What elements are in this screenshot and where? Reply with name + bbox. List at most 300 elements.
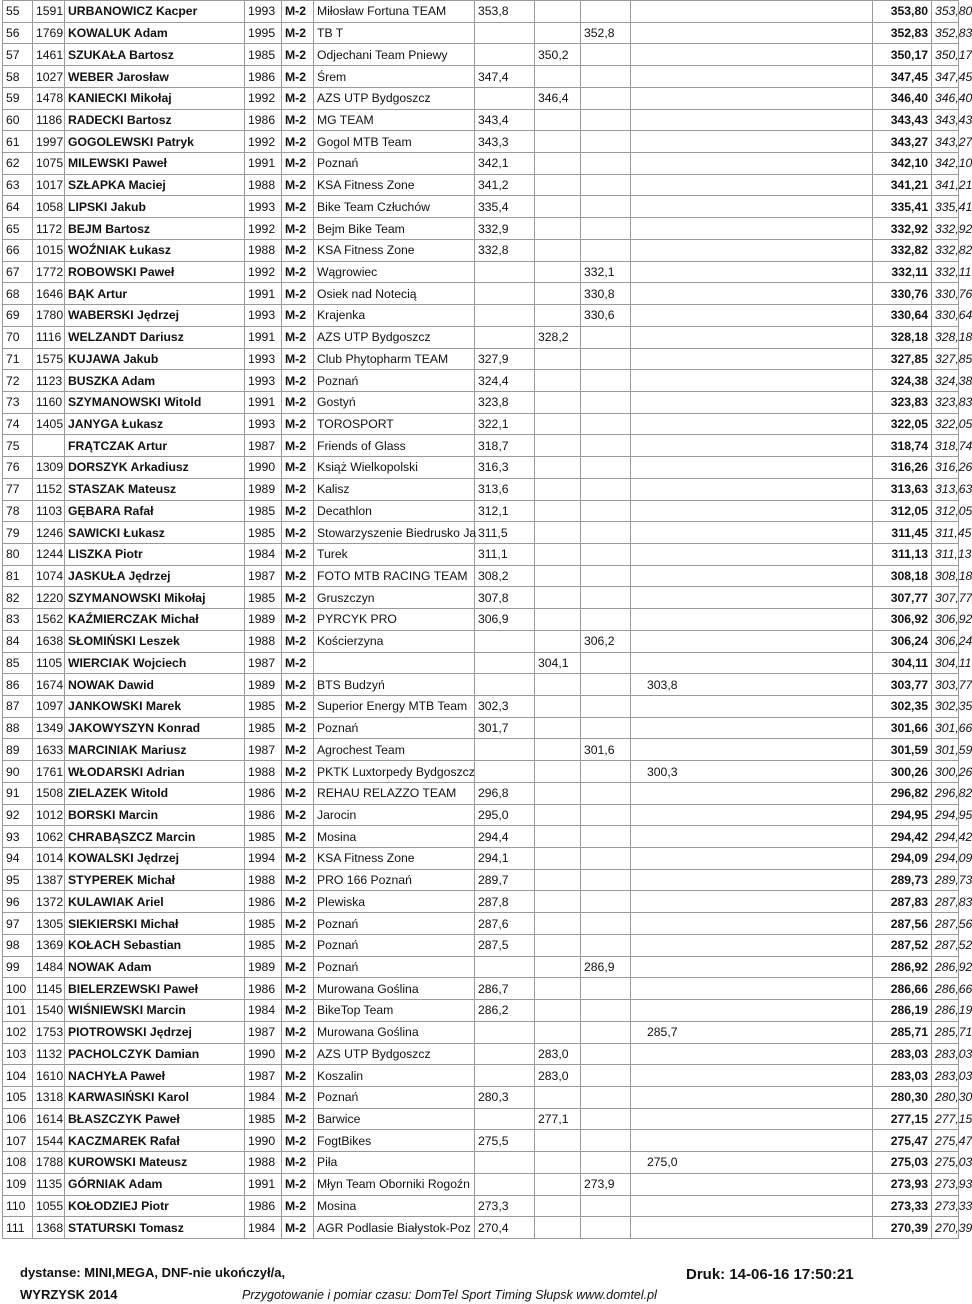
stage-1-cell: 275,5 bbox=[475, 1130, 535, 1152]
birth-year-cell: 1990 bbox=[245, 457, 282, 479]
sum-points-cell: 301,66 bbox=[873, 717, 932, 739]
stage-1-cell: 347,4 bbox=[475, 66, 535, 88]
position-cell: 95 bbox=[3, 869, 33, 891]
club-cell: Wągrowiec bbox=[314, 261, 475, 283]
club-cell: Książ Wielkopolski bbox=[314, 457, 475, 479]
club-cell: Poznań bbox=[314, 370, 475, 392]
table-row bbox=[3, 1086, 959, 1108]
category-cell: M-2 bbox=[282, 934, 314, 956]
position-cell: 57 bbox=[3, 44, 33, 66]
stage-2-cell bbox=[535, 196, 581, 218]
sum-points-cell: 286,66 bbox=[873, 978, 932, 1000]
club-cell: Murowana Goślina bbox=[314, 978, 475, 1000]
category-cell: M-2 bbox=[282, 674, 314, 696]
birth-year-cell: 1988 bbox=[245, 174, 282, 196]
category-cell: M-2 bbox=[282, 1043, 314, 1065]
table-row bbox=[3, 326, 959, 348]
position-cell: 96 bbox=[3, 891, 33, 913]
category-cell: M-2 bbox=[282, 261, 314, 283]
category-cell: M-2 bbox=[282, 457, 314, 479]
start-number-cell: 1220 bbox=[33, 587, 65, 609]
category-cell: M-2 bbox=[282, 1130, 314, 1152]
stage-3-cell bbox=[581, 478, 631, 500]
table-row bbox=[3, 500, 959, 522]
start-number-cell: 1761 bbox=[33, 761, 65, 783]
stage-2-cell bbox=[535, 1152, 581, 1174]
total-points-cell: 311,45 bbox=[932, 522, 959, 544]
competitor-name-cell: RADECKI Bartosz bbox=[65, 109, 245, 131]
club-cell: Murowana Goślina bbox=[314, 1021, 475, 1043]
stage-1-cell: 287,6 bbox=[475, 913, 535, 935]
stage-3-cell bbox=[581, 1195, 631, 1217]
stage-3-cell bbox=[581, 109, 631, 131]
total-points-cell: 289,73 bbox=[932, 869, 959, 891]
stage-3-cell bbox=[581, 1108, 631, 1130]
position-cell: 61 bbox=[3, 131, 33, 153]
stage-2-cell bbox=[535, 826, 581, 848]
total-points-cell: 287,56 bbox=[932, 913, 959, 935]
category-cell: M-2 bbox=[282, 804, 314, 826]
competitor-name-cell: NOWAK Adam bbox=[65, 956, 245, 978]
position-cell: 91 bbox=[3, 782, 33, 804]
stage-2-cell bbox=[535, 565, 581, 587]
competitor-name-cell: JANYGA Łukasz bbox=[65, 413, 245, 435]
total-points-cell: 294,09 bbox=[932, 848, 959, 870]
stage-3-cell bbox=[581, 1000, 631, 1022]
table-row bbox=[3, 109, 959, 131]
position-cell: 101 bbox=[3, 1000, 33, 1022]
competitor-name-cell: KOŁACH Sebastian bbox=[65, 934, 245, 956]
birth-year-cell: 1985 bbox=[245, 934, 282, 956]
stage-1-cell bbox=[475, 761, 535, 783]
table-row bbox=[3, 934, 959, 956]
stage-1-cell bbox=[475, 652, 535, 674]
sum-points-cell: 343,43 bbox=[873, 109, 932, 131]
stage-1-cell: 287,8 bbox=[475, 891, 535, 913]
sum-points-cell: 332,11 bbox=[873, 261, 932, 283]
table-row bbox=[3, 522, 959, 544]
start-number-cell: 1017 bbox=[33, 174, 65, 196]
competitor-name-cell: MARCINIAK Mariusz bbox=[65, 739, 245, 761]
stage-3-cell bbox=[581, 1, 631, 23]
stage-3-cell bbox=[581, 239, 631, 261]
table-row bbox=[3, 66, 959, 88]
competitor-name-cell: JASKUŁA Jędrzej bbox=[65, 565, 245, 587]
table-row bbox=[3, 391, 959, 413]
sum-points-cell: 287,83 bbox=[873, 891, 932, 913]
sum-points-cell: 294,42 bbox=[873, 826, 932, 848]
stage-2-cell: 350,2 bbox=[535, 44, 581, 66]
sum-points-cell: 330,76 bbox=[873, 283, 932, 305]
competitor-name-cell: STASZAK Mateusz bbox=[65, 478, 245, 500]
total-points-cell: 341,21 bbox=[932, 174, 959, 196]
stage-2-cell: 283,0 bbox=[535, 1043, 581, 1065]
stage-1-cell: 335,4 bbox=[475, 196, 535, 218]
position-cell: 71 bbox=[3, 348, 33, 370]
table-row bbox=[3, 435, 959, 457]
birth-year-cell: 1989 bbox=[245, 956, 282, 978]
total-points-cell: 275,03 bbox=[932, 1152, 959, 1174]
start-number-cell: 1074 bbox=[33, 565, 65, 587]
stage-3-cell bbox=[581, 587, 631, 609]
sum-points-cell: 280,30 bbox=[873, 1086, 932, 1108]
category-cell: M-2 bbox=[282, 1152, 314, 1174]
category-cell: M-2 bbox=[282, 565, 314, 587]
stage-4-cell bbox=[631, 391, 873, 413]
position-cell: 106 bbox=[3, 1108, 33, 1130]
stage-2-cell bbox=[535, 804, 581, 826]
total-points-cell: 312,05 bbox=[932, 500, 959, 522]
category-cell: M-2 bbox=[282, 218, 314, 240]
stage-4-cell: 300,3 bbox=[631, 761, 873, 783]
stage-2-cell bbox=[535, 1086, 581, 1108]
stage-2-cell bbox=[535, 761, 581, 783]
position-cell: 80 bbox=[3, 543, 33, 565]
club-cell: KSA Fitness Zone bbox=[314, 848, 475, 870]
stage-3-cell bbox=[581, 500, 631, 522]
start-number-cell: 1246 bbox=[33, 522, 65, 544]
stage-1-cell: 323,8 bbox=[475, 391, 535, 413]
start-number-cell: 1027 bbox=[33, 66, 65, 88]
club-cell: Kościerzyna bbox=[314, 630, 475, 652]
stage-4-cell bbox=[631, 22, 873, 44]
stage-3-cell bbox=[581, 66, 631, 88]
stage-4-cell bbox=[631, 522, 873, 544]
sum-points-cell: 286,19 bbox=[873, 1000, 932, 1022]
competitor-name-cell: KOWALUK Adam bbox=[65, 22, 245, 44]
club-cell: PYRCYK PRO bbox=[314, 609, 475, 631]
club-cell: AGR Podlasie Białystok-Poz bbox=[314, 1217, 475, 1239]
table-row bbox=[3, 913, 959, 935]
sum-points-cell: 306,24 bbox=[873, 630, 932, 652]
stage-4-cell bbox=[631, 87, 873, 109]
sum-points-cell: 341,21 bbox=[873, 174, 932, 196]
sum-points-cell: 332,92 bbox=[873, 218, 932, 240]
stage-1-cell: 286,7 bbox=[475, 978, 535, 1000]
birth-year-cell: 1985 bbox=[245, 587, 282, 609]
position-cell: 104 bbox=[3, 1065, 33, 1087]
club-cell: PKTK Luxtorpedy Bydgoszcz bbox=[314, 761, 475, 783]
total-points-cell: 283,03 bbox=[932, 1043, 959, 1065]
sum-points-cell: 316,26 bbox=[873, 457, 932, 479]
table-row bbox=[3, 848, 959, 870]
start-number-cell: 1309 bbox=[33, 457, 65, 479]
club-cell: Poznań bbox=[314, 717, 475, 739]
stage-2-cell bbox=[535, 696, 581, 718]
table-row bbox=[3, 782, 959, 804]
position-cell: 109 bbox=[3, 1173, 33, 1195]
total-points-cell: 270,39 bbox=[932, 1217, 959, 1239]
club-cell: Gruszczyn bbox=[314, 587, 475, 609]
stage-2-cell bbox=[535, 1195, 581, 1217]
total-points-cell: 273,93 bbox=[932, 1173, 959, 1195]
stage-2-cell bbox=[535, 869, 581, 891]
stage-4-cell bbox=[631, 66, 873, 88]
stage-1-cell: 332,8 bbox=[475, 239, 535, 261]
table-row bbox=[3, 674, 959, 696]
club-cell: Agrochest Team bbox=[314, 739, 475, 761]
stage-1-cell bbox=[475, 1021, 535, 1043]
club-cell: Mosina bbox=[314, 1195, 475, 1217]
club-cell: Osiek nad Notecią bbox=[314, 283, 475, 305]
stage-3-cell bbox=[581, 326, 631, 348]
club-cell: Poznań bbox=[314, 1086, 475, 1108]
stage-4-cell bbox=[631, 109, 873, 131]
total-points-cell: 332,92 bbox=[932, 218, 959, 240]
stage-1-cell: 342,1 bbox=[475, 153, 535, 175]
position-cell: 64 bbox=[3, 196, 33, 218]
stage-1-cell bbox=[475, 87, 535, 109]
category-cell: M-2 bbox=[282, 826, 314, 848]
total-points-cell: 343,27 bbox=[932, 131, 959, 153]
sum-points-cell: 311,13 bbox=[873, 543, 932, 565]
footer-distances: dystanse: MINI,MEGA, DNF-nie ukończył/a, bbox=[20, 1265, 286, 1280]
competitor-name-cell: KACZMAREK Rafał bbox=[65, 1130, 245, 1152]
position-cell: 72 bbox=[3, 370, 33, 392]
category-cell: M-2 bbox=[282, 739, 314, 761]
stage-2-cell bbox=[535, 782, 581, 804]
stage-3-cell bbox=[581, 717, 631, 739]
sum-points-cell: 308,18 bbox=[873, 565, 932, 587]
total-points-cell: 330,64 bbox=[932, 305, 959, 327]
stage-2-cell bbox=[535, 413, 581, 435]
start-number-cell: 1387 bbox=[33, 869, 65, 891]
stage-3-cell bbox=[581, 869, 631, 891]
table-row bbox=[3, 717, 959, 739]
stage-3-cell bbox=[581, 804, 631, 826]
stage-2-cell bbox=[535, 978, 581, 1000]
stage-4-cell bbox=[631, 956, 873, 978]
start-number-cell: 1646 bbox=[33, 283, 65, 305]
sum-points-cell: 273,93 bbox=[873, 1173, 932, 1195]
birth-year-cell: 1990 bbox=[245, 1130, 282, 1152]
club-cell: Poznań bbox=[314, 934, 475, 956]
start-number-cell: 1405 bbox=[33, 413, 65, 435]
position-cell: 74 bbox=[3, 413, 33, 435]
stage-4-cell bbox=[631, 261, 873, 283]
stage-4-cell bbox=[631, 44, 873, 66]
stage-3-cell bbox=[581, 609, 631, 631]
stage-1-cell: 322,1 bbox=[475, 413, 535, 435]
club-cell: Bejm Bike Team bbox=[314, 218, 475, 240]
stage-4-cell bbox=[631, 457, 873, 479]
table-row bbox=[3, 826, 959, 848]
stage-1-cell bbox=[475, 956, 535, 978]
stage-3-cell: 330,6 bbox=[581, 305, 631, 327]
birth-year-cell: 1985 bbox=[245, 500, 282, 522]
position-cell: 89 bbox=[3, 739, 33, 761]
position-cell: 105 bbox=[3, 1086, 33, 1108]
stage-2-cell bbox=[535, 1173, 581, 1195]
club-cell: MG TEAM bbox=[314, 109, 475, 131]
position-cell: 88 bbox=[3, 717, 33, 739]
sum-points-cell: 307,77 bbox=[873, 587, 932, 609]
position-cell: 103 bbox=[3, 1043, 33, 1065]
position-cell: 107 bbox=[3, 1130, 33, 1152]
stage-4-cell bbox=[631, 1108, 873, 1130]
sum-points-cell: 287,52 bbox=[873, 934, 932, 956]
sum-points-cell: 296,82 bbox=[873, 782, 932, 804]
position-cell: 59 bbox=[3, 87, 33, 109]
table-row bbox=[3, 153, 959, 175]
total-points-cell: 273,33 bbox=[932, 1195, 959, 1217]
stage-1-cell: 280,3 bbox=[475, 1086, 535, 1108]
table-row bbox=[3, 978, 959, 1000]
stage-3-cell bbox=[581, 413, 631, 435]
total-points-cell: 313,63 bbox=[932, 478, 959, 500]
category-cell: M-2 bbox=[282, 109, 314, 131]
stage-1-cell bbox=[475, 261, 535, 283]
total-points-cell: 322,05 bbox=[932, 413, 959, 435]
stage-1-cell: 289,7 bbox=[475, 869, 535, 891]
stage-3-cell bbox=[581, 674, 631, 696]
total-points-cell: 301,59 bbox=[932, 739, 959, 761]
category-cell: M-2 bbox=[282, 782, 314, 804]
birth-year-cell: 1989 bbox=[245, 674, 282, 696]
stage-1-cell bbox=[475, 44, 535, 66]
competitor-name-cell: ZIELAZEK Witold bbox=[65, 782, 245, 804]
stage-2-cell bbox=[535, 218, 581, 240]
sum-points-cell: 306,92 bbox=[873, 609, 932, 631]
stage-2-cell bbox=[535, 848, 581, 870]
stage-2-cell bbox=[535, 435, 581, 457]
stage-3-cell bbox=[581, 522, 631, 544]
start-number-cell: 1097 bbox=[33, 696, 65, 718]
start-number-cell: 1461 bbox=[33, 44, 65, 66]
category-cell: M-2 bbox=[282, 174, 314, 196]
stage-2-cell: 346,4 bbox=[535, 87, 581, 109]
stage-2-cell bbox=[535, 1, 581, 23]
table-row bbox=[3, 869, 959, 891]
stage-4-cell: 303,8 bbox=[631, 674, 873, 696]
start-number-cell: 1788 bbox=[33, 1152, 65, 1174]
category-cell: M-2 bbox=[282, 435, 314, 457]
stage-3-cell bbox=[581, 543, 631, 565]
birth-year-cell: 1986 bbox=[245, 109, 282, 131]
club-cell: Barwice bbox=[314, 1108, 475, 1130]
club-cell: Gostyń bbox=[314, 391, 475, 413]
position-cell: 87 bbox=[3, 696, 33, 718]
stage-2-cell bbox=[535, 305, 581, 327]
stage-1-cell: 343,3 bbox=[475, 131, 535, 153]
stage-1-cell: 294,1 bbox=[475, 848, 535, 870]
category-cell: M-2 bbox=[282, 413, 314, 435]
competitor-name-cell: WABERSKI Jędrzej bbox=[65, 305, 245, 327]
stage-1-cell bbox=[475, 305, 535, 327]
table-row bbox=[3, 565, 959, 587]
club-cell: Poznań bbox=[314, 153, 475, 175]
table-row bbox=[3, 1108, 959, 1130]
stage-4-cell bbox=[631, 891, 873, 913]
competitor-name-cell: GÓRNIAK Adam bbox=[65, 1173, 245, 1195]
stage-4-cell bbox=[631, 1, 873, 23]
total-points-cell: 346,40 bbox=[932, 87, 959, 109]
sum-points-cell: 304,11 bbox=[873, 652, 932, 674]
stage-2-cell bbox=[535, 543, 581, 565]
sum-points-cell: 313,63 bbox=[873, 478, 932, 500]
total-points-cell: 285,71 bbox=[932, 1021, 959, 1043]
category-cell: M-2 bbox=[282, 1065, 314, 1087]
category-cell: M-2 bbox=[282, 1000, 314, 1022]
competitor-name-cell: BUSZKA Adam bbox=[65, 370, 245, 392]
sum-points-cell: 287,56 bbox=[873, 913, 932, 935]
stage-3-cell bbox=[581, 1152, 631, 1174]
stage-2-cell bbox=[535, 913, 581, 935]
stage-2-cell bbox=[535, 153, 581, 175]
category-cell: M-2 bbox=[282, 66, 314, 88]
table-row bbox=[3, 956, 959, 978]
total-points-cell: 300,26 bbox=[932, 761, 959, 783]
category-cell: M-2 bbox=[282, 370, 314, 392]
club-cell: Młyn Team Oborniki Rogoźn bbox=[314, 1173, 475, 1195]
stage-1-cell: 287,5 bbox=[475, 934, 535, 956]
birth-year-cell: 1992 bbox=[245, 87, 282, 109]
club-cell: Decathlon bbox=[314, 500, 475, 522]
stage-2-cell bbox=[535, 630, 581, 652]
stage-1-cell: 318,7 bbox=[475, 435, 535, 457]
category-cell: M-2 bbox=[282, 1086, 314, 1108]
club-cell: Śrem bbox=[314, 66, 475, 88]
stage-4-cell bbox=[631, 153, 873, 175]
total-points-cell: 342,10 bbox=[932, 153, 959, 175]
position-cell: 76 bbox=[3, 457, 33, 479]
stage-4-cell bbox=[631, 326, 873, 348]
birth-year-cell: 1988 bbox=[245, 239, 282, 261]
stage-1-cell: 327,9 bbox=[475, 348, 535, 370]
table-row bbox=[3, 413, 959, 435]
club-cell: BikeTop Team bbox=[314, 1000, 475, 1022]
stage-1-cell: 313,6 bbox=[475, 478, 535, 500]
table-row bbox=[3, 305, 959, 327]
total-points-cell: 328,18 bbox=[932, 326, 959, 348]
stage-4-cell bbox=[631, 587, 873, 609]
position-cell: 82 bbox=[3, 587, 33, 609]
stage-1-cell bbox=[475, 630, 535, 652]
birth-year-cell: 1984 bbox=[245, 1217, 282, 1239]
category-cell: M-2 bbox=[282, 87, 314, 109]
table-row bbox=[3, 22, 959, 44]
table-row bbox=[3, 131, 959, 153]
total-points-cell: 286,66 bbox=[932, 978, 959, 1000]
position-cell: 108 bbox=[3, 1152, 33, 1174]
position-cell: 93 bbox=[3, 826, 33, 848]
table-row bbox=[3, 348, 959, 370]
position-cell: 110 bbox=[3, 1195, 33, 1217]
stage-3-cell bbox=[581, 1021, 631, 1043]
total-points-cell: 277,15 bbox=[932, 1108, 959, 1130]
category-cell: M-2 bbox=[282, 1173, 314, 1195]
stage-3-cell bbox=[581, 978, 631, 1000]
stage-4-cell bbox=[631, 717, 873, 739]
sum-points-cell: 346,40 bbox=[873, 87, 932, 109]
total-points-cell: 332,82 bbox=[932, 239, 959, 261]
table-row bbox=[3, 1217, 959, 1239]
birth-year-cell: 1993 bbox=[245, 348, 282, 370]
start-number-cell: 1540 bbox=[33, 1000, 65, 1022]
stage-4-cell bbox=[631, 913, 873, 935]
start-number-cell: 1614 bbox=[33, 1108, 65, 1130]
competitor-name-cell: PIOTROWSKI Jędrzej bbox=[65, 1021, 245, 1043]
table-row bbox=[3, 587, 959, 609]
birth-year-cell: 1991 bbox=[245, 326, 282, 348]
table-row bbox=[3, 891, 959, 913]
birth-year-cell: 1992 bbox=[245, 131, 282, 153]
stage-4-cell: 285,7 bbox=[631, 1021, 873, 1043]
position-cell: 99 bbox=[3, 956, 33, 978]
table-row bbox=[3, 87, 959, 109]
sum-points-cell: 275,03 bbox=[873, 1152, 932, 1174]
sum-points-cell: 347,45 bbox=[873, 66, 932, 88]
